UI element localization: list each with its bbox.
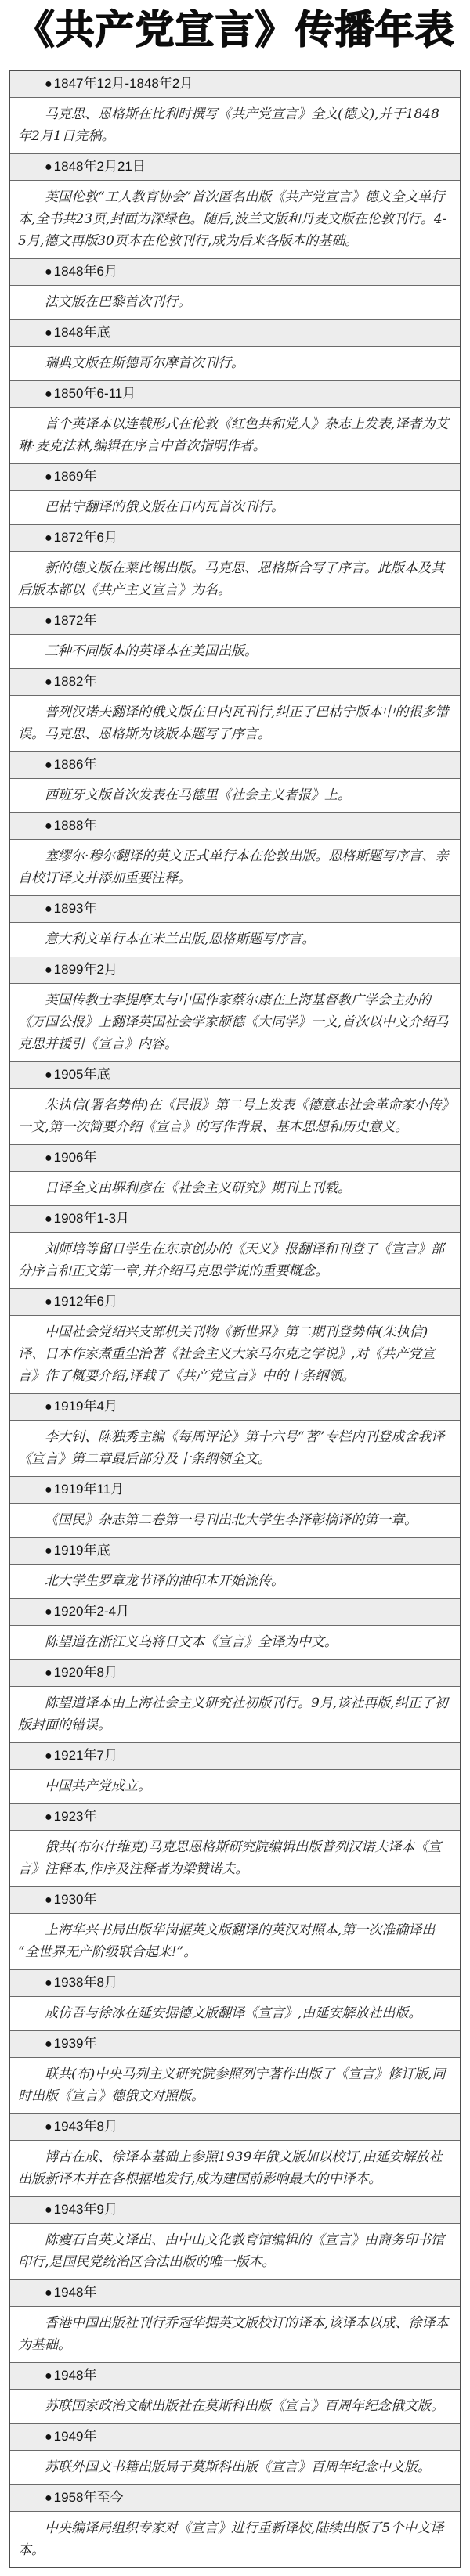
bullet-icon: ● [45, 160, 52, 174]
entry-date: 1919年11月 [53, 1481, 125, 1497]
timeline-entry [10, 71, 460, 153]
entry-text: 朱执信(署名势伸)在《民报》第二号上发表《德意志社会革命家小传》一文,第一次简要介绍《宣言》的写作背景、基本思想和历史意义。 [10, 1088, 460, 1144]
entry-date-header [10, 607, 460, 634]
bullet-icon: ● [45, 1605, 52, 1619]
timeline-entry [10, 1476, 460, 1537]
entry-date-header [10, 1537, 460, 1564]
entry-date: 1905年底 [53, 1066, 110, 1082]
entry-text: 苏联外国文书籍出版局于莫斯科出版《宣言》百周年纪念中文版。 [10, 2450, 460, 2484]
entry-date: 1886年 [53, 756, 97, 772]
bullet-icon: ● [45, 1976, 52, 1990]
entry-date-header [10, 1803, 460, 1830]
entry-text: 英国伦敦“工人教育协会”首次匿名出版《共产党宣言》德文全文单行本,全书共23页,封面为深绿色。随后,波兰文版和丹麦文版在伦敦刊行。4-5月,德文再版30页本在伦敦刊行,成为后来各版本的基础。 [10, 180, 460, 258]
bullet-icon: ● [45, 387, 52, 401]
entry-text: 三种不同版本的英译本在美国出版。 [10, 634, 460, 668]
entry-date-header [10, 258, 460, 285]
bullet-icon: ● [45, 77, 52, 91]
entry-date-header [10, 2030, 460, 2057]
timeline-entry [10, 668, 460, 751]
entry-date: 1939年 [53, 2035, 97, 2051]
entry-date-header [10, 1886, 460, 1913]
entry-text: 陈望道在浙江义乌将日文本《宣言》全译为中文。 [10, 1625, 460, 1659]
timeline-entry [10, 1061, 460, 1144]
entry-date-header [10, 1205, 460, 1232]
entry-date: 1888年 [53, 817, 97, 833]
bullet-icon: ● [45, 758, 52, 772]
timeline-entry [10, 524, 460, 607]
entry-text: 巴枯宁翻译的俄文版在日内瓦首次刊行。 [10, 490, 460, 524]
entry-date: 1948年 [53, 2284, 97, 2300]
entry-date-header [10, 71, 460, 97]
entry-date: 1938年8月 [53, 1974, 118, 1990]
timeline-entry [10, 319, 460, 380]
entry-date-header [10, 2113, 460, 2140]
bullet-icon: ● [45, 2369, 52, 2383]
timeline-entry [10, 2362, 460, 2423]
bullet-icon: ● [45, 1666, 52, 1680]
entry-date-header [10, 668, 460, 695]
timeline-entry [10, 957, 460, 1061]
timeline-entry [10, 1537, 460, 1598]
timeline-entry [10, 1969, 460, 2030]
entry-date: 1882年 [53, 673, 97, 689]
timeline-entry [10, 2196, 460, 2279]
timeline-entry [10, 380, 460, 463]
entry-text: 中国社会党绍兴支部机关刊物《新世界》第二期刊登势伸(朱执信)译、日本作家煮重尘治著《社会主义大家马尔克之学说》,对《共产党宣言》作了概要介绍,译载了《共产党宣言》中的十条纲领。 [10, 1315, 460, 1393]
bullet-icon: ● [45, 2037, 52, 2051]
timeline-entry [10, 2113, 460, 2196]
entry-date-header [10, 2423, 460, 2450]
timeline-entry [10, 463, 460, 524]
entry-text: 法文版在巴黎首次刊行。 [10, 285, 460, 319]
bullet-icon: ● [45, 2286, 52, 2300]
bullet-icon: ● [45, 2430, 52, 2444]
bullet-icon: ● [45, 265, 52, 279]
bullet-icon: ● [45, 819, 52, 833]
entry-text: 陈望道译本由上海社会主义研究社初版刊行。9月,该社再版,纠正了初版封面的错误。 [10, 1686, 460, 1742]
timeline-entry [10, 1288, 460, 1393]
entry-date-header [10, 1393, 460, 1420]
entry-date-header [10, 463, 460, 490]
timeline-entry [10, 258, 460, 319]
entry-date-header [10, 1061, 460, 1088]
bullet-icon: ● [45, 2120, 52, 2134]
bullet-icon: ● [45, 1295, 52, 1309]
entry-date: 1943年8月 [53, 2118, 118, 2134]
entry-date-header [10, 2196, 460, 2223]
entry-date: 1949年 [53, 2428, 97, 2444]
bullet-icon: ● [45, 1810, 52, 1824]
entry-date-header [10, 1742, 460, 1769]
entry-text: 苏联国家政治文献出版社在莫斯科出版《宣言》百周年纪念俄文版。 [10, 2389, 460, 2423]
entry-date: 1893年 [53, 900, 97, 916]
entry-text: 《国民》杂志第二卷第一号刊出北大学生李泽彰摘译的第一章。 [10, 1503, 460, 1537]
entry-date: 1872年6月 [53, 529, 118, 545]
timeline-entry [10, 1144, 460, 1205]
bullet-icon: ● [45, 902, 52, 916]
timeline-entry [10, 2484, 460, 2567]
entry-text: 联共(布)中央马列主义研究院参照列宁著作出版了《宣言》修订版,同时出版《宣言》德俄文对照版。 [10, 2057, 460, 2113]
entry-text: 上海华兴书局出版华岗据英文版翻译的英汉对照本,第一次准确译出“全世界无产阶级联合起来!”。 [10, 1913, 460, 1969]
timeline-entry [10, 1659, 460, 1742]
entry-date-header [10, 957, 460, 983]
entry-text: 博古在成、徐译本基础上参照1939年俄文版加以校订,由延安解放社出版新译本并在各根据地发行,成为建国前影响最大的中译本。 [10, 2140, 460, 2196]
page-title: 《共产党宣言》传播年表 [15, 8, 455, 52]
entry-date-header [10, 1144, 460, 1171]
timeline-table [9, 70, 461, 2568]
entry-date: 1958年至今 [53, 2489, 124, 2505]
entry-date-header [10, 2484, 460, 2511]
bullet-icon: ● [45, 614, 52, 628]
entry-date-header [10, 524, 460, 551]
timeline-entry [10, 812, 460, 895]
entry-date: 1930年 [53, 1891, 97, 1907]
entry-date-header [10, 1288, 460, 1315]
entry-text: 瑞典文版在斯德哥尔摩首次刊行。 [10, 346, 460, 380]
entry-date: 1921年7月 [53, 1747, 118, 1763]
entry-date-header [10, 153, 460, 180]
entry-date: 1920年2-4月 [53, 1603, 130, 1619]
entry-text: 新的德文版在莱比锡出版。马克思、恩格斯合写了序言。此版本及其后版本都以《共产主义宣言》为名。 [10, 551, 460, 607]
entry-date-header [10, 1598, 460, 1625]
timeline-entry [10, 1598, 460, 1659]
bullet-icon: ● [45, 1400, 52, 1414]
bullet-icon: ● [45, 2203, 52, 2217]
bullet-icon: ● [45, 1068, 52, 1082]
entry-date-header [10, 2362, 460, 2389]
entry-text: 北大学生罗章龙节译的油印本开始流传。 [10, 1564, 460, 1598]
timeline-entry [10, 153, 460, 258]
entry-date-header [10, 812, 460, 839]
timeline-entry [10, 895, 460, 957]
entry-date: 1848年底 [53, 324, 110, 340]
entry-date: 1919年底 [53, 1542, 110, 1558]
entry-date: 1908年1-3月 [53, 1210, 130, 1226]
entry-text: 陈瘦石自英文译出、由中山文化教育馆编辑的《宣言》由商务印书馆印行,是国民党统治区合法出版的唯一版本。 [10, 2223, 460, 2279]
bullet-icon: ● [45, 1749, 52, 1763]
entry-date: 1912年6月 [53, 1293, 118, 1309]
entry-date-header [10, 2279, 460, 2306]
entry-date: 1948年 [53, 2367, 97, 2383]
entry-text: 香港中国出版社刊行乔冠华据英文版校订的译本,该译本以成、徐译本为基础。 [10, 2306, 460, 2362]
entry-date: 1850年6-11月 [53, 385, 136, 401]
entry-text: 成仿吾与徐冰在延安据德文版翻译《宣言》,由延安解放社出版。 [10, 1996, 460, 2030]
entry-date-header [10, 380, 460, 407]
timeline-entry [10, 1205, 460, 1288]
entry-text: 英国传教士李提摩太与中国作家蔡尔康在上海基督教广学会主办的《万国公报》上翻译英国社会学家颉德《大同学》一文,首次以中文介绍马克思并援引《宣言》内容。 [10, 983, 460, 1061]
entry-date: 1906年 [53, 1149, 97, 1165]
timeline-entry [10, 2423, 460, 2484]
bullet-icon: ● [45, 470, 52, 484]
timeline-entry [10, 1803, 460, 1886]
timeline-entry [10, 751, 460, 812]
entry-date: 1847年12月-1848年2月 [53, 75, 193, 91]
entry-text: 刘师培等留日学生在东京创办的《天义》报翻译和刊登了《宣言》部分序言和正文第一章,并介绍马克思学说的重要概念。 [10, 1232, 460, 1288]
timeline-entry [10, 1742, 460, 1803]
bullet-icon: ● [45, 1893, 52, 1907]
bullet-icon: ● [45, 1151, 52, 1165]
entry-text: 李大钊、陈独秀主编《每周评论》第十六号“著”专栏内刊登成舍我译《宣言》第二章最后部分及十条纲领全文。 [10, 1420, 460, 1476]
entry-date-header [10, 1969, 460, 1996]
entry-date: 1869年 [53, 468, 97, 484]
bullet-icon: ● [45, 1483, 52, 1497]
entry-date: 1848年2月21日 [53, 158, 146, 174]
timeline-entry [10, 607, 460, 668]
bullet-icon: ● [45, 531, 52, 545]
entry-date-header [10, 751, 460, 778]
entry-date: 1919年4月 [53, 1398, 118, 1414]
entry-text: 马克思、恩格斯在比利时撰写《共产党宣言》全文(德文),并于1848年2月1日完稿。 [10, 97, 460, 153]
entry-date-header [10, 895, 460, 922]
entry-date-header [10, 1659, 460, 1686]
entry-text: 中央编译局组织专家对《宣言》进行重新译校,陆续出版了5个中文译本。 [10, 2511, 460, 2567]
entry-date: 1923年 [53, 1808, 97, 1824]
entry-text: 塞缪尔·穆尔翻译的英文正式单行本在伦敦出版。恩格斯题写序言、亲自校订译文并添加重要注释。 [10, 839, 460, 895]
entry-text: 意大利文单行本在米兰出版,恩格斯题写序言。 [10, 922, 460, 957]
timeline-entry [10, 2279, 460, 2362]
entry-text: 普列汉诺夫翻译的俄文版在日内瓦刊行,纠正了巴枯宁版本中的很多错误。马克思、恩格斯为该版本题写了序言。 [10, 695, 460, 751]
bullet-icon: ● [45, 2491, 52, 2505]
bullet-icon: ● [45, 675, 52, 689]
entry-date: 1943年9月 [53, 2201, 118, 2217]
entry-date: 1920年8月 [53, 1664, 118, 1680]
entry-text: 日译全文由堺利彦在《社会主义研究》期刊上刊载。 [10, 1171, 460, 1205]
bullet-icon: ● [45, 1544, 52, 1558]
entry-text: 首个英译本以连载形式在伦敦《红色共和党人》杂志上发表,译者为艾琳·麦克法林,编辑在序言中首次指明作者。 [10, 407, 460, 463]
entry-date-header [10, 319, 460, 346]
entry-text: 中国共产党成立。 [10, 1769, 460, 1803]
entry-date: 1899年2月 [53, 961, 118, 977]
timeline-entry [10, 1393, 460, 1476]
timeline-entry [10, 2030, 460, 2113]
timeline-entry [10, 1886, 460, 1969]
entry-date: 1872年 [53, 612, 97, 628]
bullet-icon: ● [45, 1212, 52, 1226]
entry-date-header [10, 1476, 460, 1503]
entry-date: 1848年6月 [53, 263, 118, 279]
entry-text: 俄共(布尔什维克)马克思恩格斯研究院编辑出版普列汉诺夫译本《宣言》注释本,作序及注释者为梁赞诺夫。 [10, 1830, 460, 1886]
entry-text: 西班牙文版首次发表在马德里《社会主义者报》上。 [10, 778, 460, 812]
bullet-icon: ● [45, 326, 52, 340]
bullet-icon: ● [45, 963, 52, 977]
